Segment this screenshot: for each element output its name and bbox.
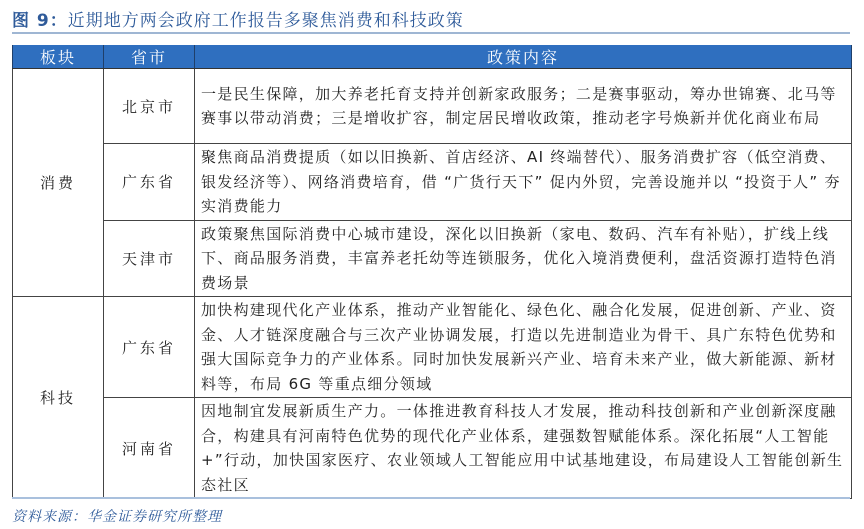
city-cell: 广东省 [104, 297, 195, 398]
content-cell: 一是民生保障，加大养老托育支持并创新家政服务；二是赛事驱动，筹办世锦赛、北马等赛事以带动消费；三是增收扩容，制定居民增收政策，推动老字号焕新并优化商业布局 [195, 69, 852, 144]
header-sector: 板块 [13, 45, 104, 69]
title-divider [12, 32, 850, 34]
city-cell: 河南省 [104, 398, 195, 499]
table-row [13, 398, 852, 499]
table-header-row [13, 45, 852, 69]
figure-title-text: 近期地方两会政府工作报告多聚焦消费和科技政策 [67, 11, 464, 31]
table-row [13, 144, 852, 221]
content-cell: 政策聚焦国际消费中心城市建设，深化以旧换新（家电、数码、汽车有补贴），扩线上线下、商品服务消费，丰富养老托幼等连锁服务，优化入境消费便利，盘活资源打造特色消费场景 [195, 220, 852, 297]
content-cell: 聚焦商品消费提质（如以旧换新、首店经济、AI 终端替代）、服务消费扩容（低空消费、银发经济等）、网络消费培育，借 “广货行天下” 促内外贸，完善设施并以 “投资于人” 夯实消费能力 [195, 144, 852, 221]
table-row [13, 220, 852, 297]
content-cell: 因地制宜发展新质生产力。一体推进教育科技人才发展，推动科技创新和产业创新深度融合，构建具有河南特色优势的现代化产业体系，建强数智赋能体系。深化拓展“人工智能+”行动，加快国家医疗、农业领域人工智能应用中试基地建设，布局建设人工智能创新生态社区 [195, 398, 852, 499]
city-cell: 广东省 [104, 144, 195, 221]
content-cell: 加快构建现代化产业体系，推动产业智能化、绿色化、融合化发展，促进创新、产业、资金、人才链深度融合与三次产业协调发展，打造以先进制造业为骨干、具广东特色优势和强大国际竞争力的产业体系。同时加快发展新兴产业、培育未来产业，做大新能源、新材料等，布局 6G 等重点细分领域 [195, 297, 852, 398]
city-cell: 天津市 [104, 220, 195, 297]
source-note: 资料来源：华金证券研究所整理 [12, 509, 222, 525]
footer-divider [12, 497, 850, 499]
header-city: 省市 [104, 45, 195, 69]
table-row [13, 69, 852, 144]
policy-table [12, 45, 852, 499]
sector-cell-consumption: 消费 [13, 69, 104, 297]
sector-cell-technology: 科技 [13, 297, 104, 499]
figure-title [12, 6, 464, 31]
table-row [13, 297, 852, 398]
header-content: 政策内容 [195, 45, 852, 69]
city-cell: 北京市 [104, 69, 195, 144]
figure-number: 图 9： [12, 11, 68, 31]
